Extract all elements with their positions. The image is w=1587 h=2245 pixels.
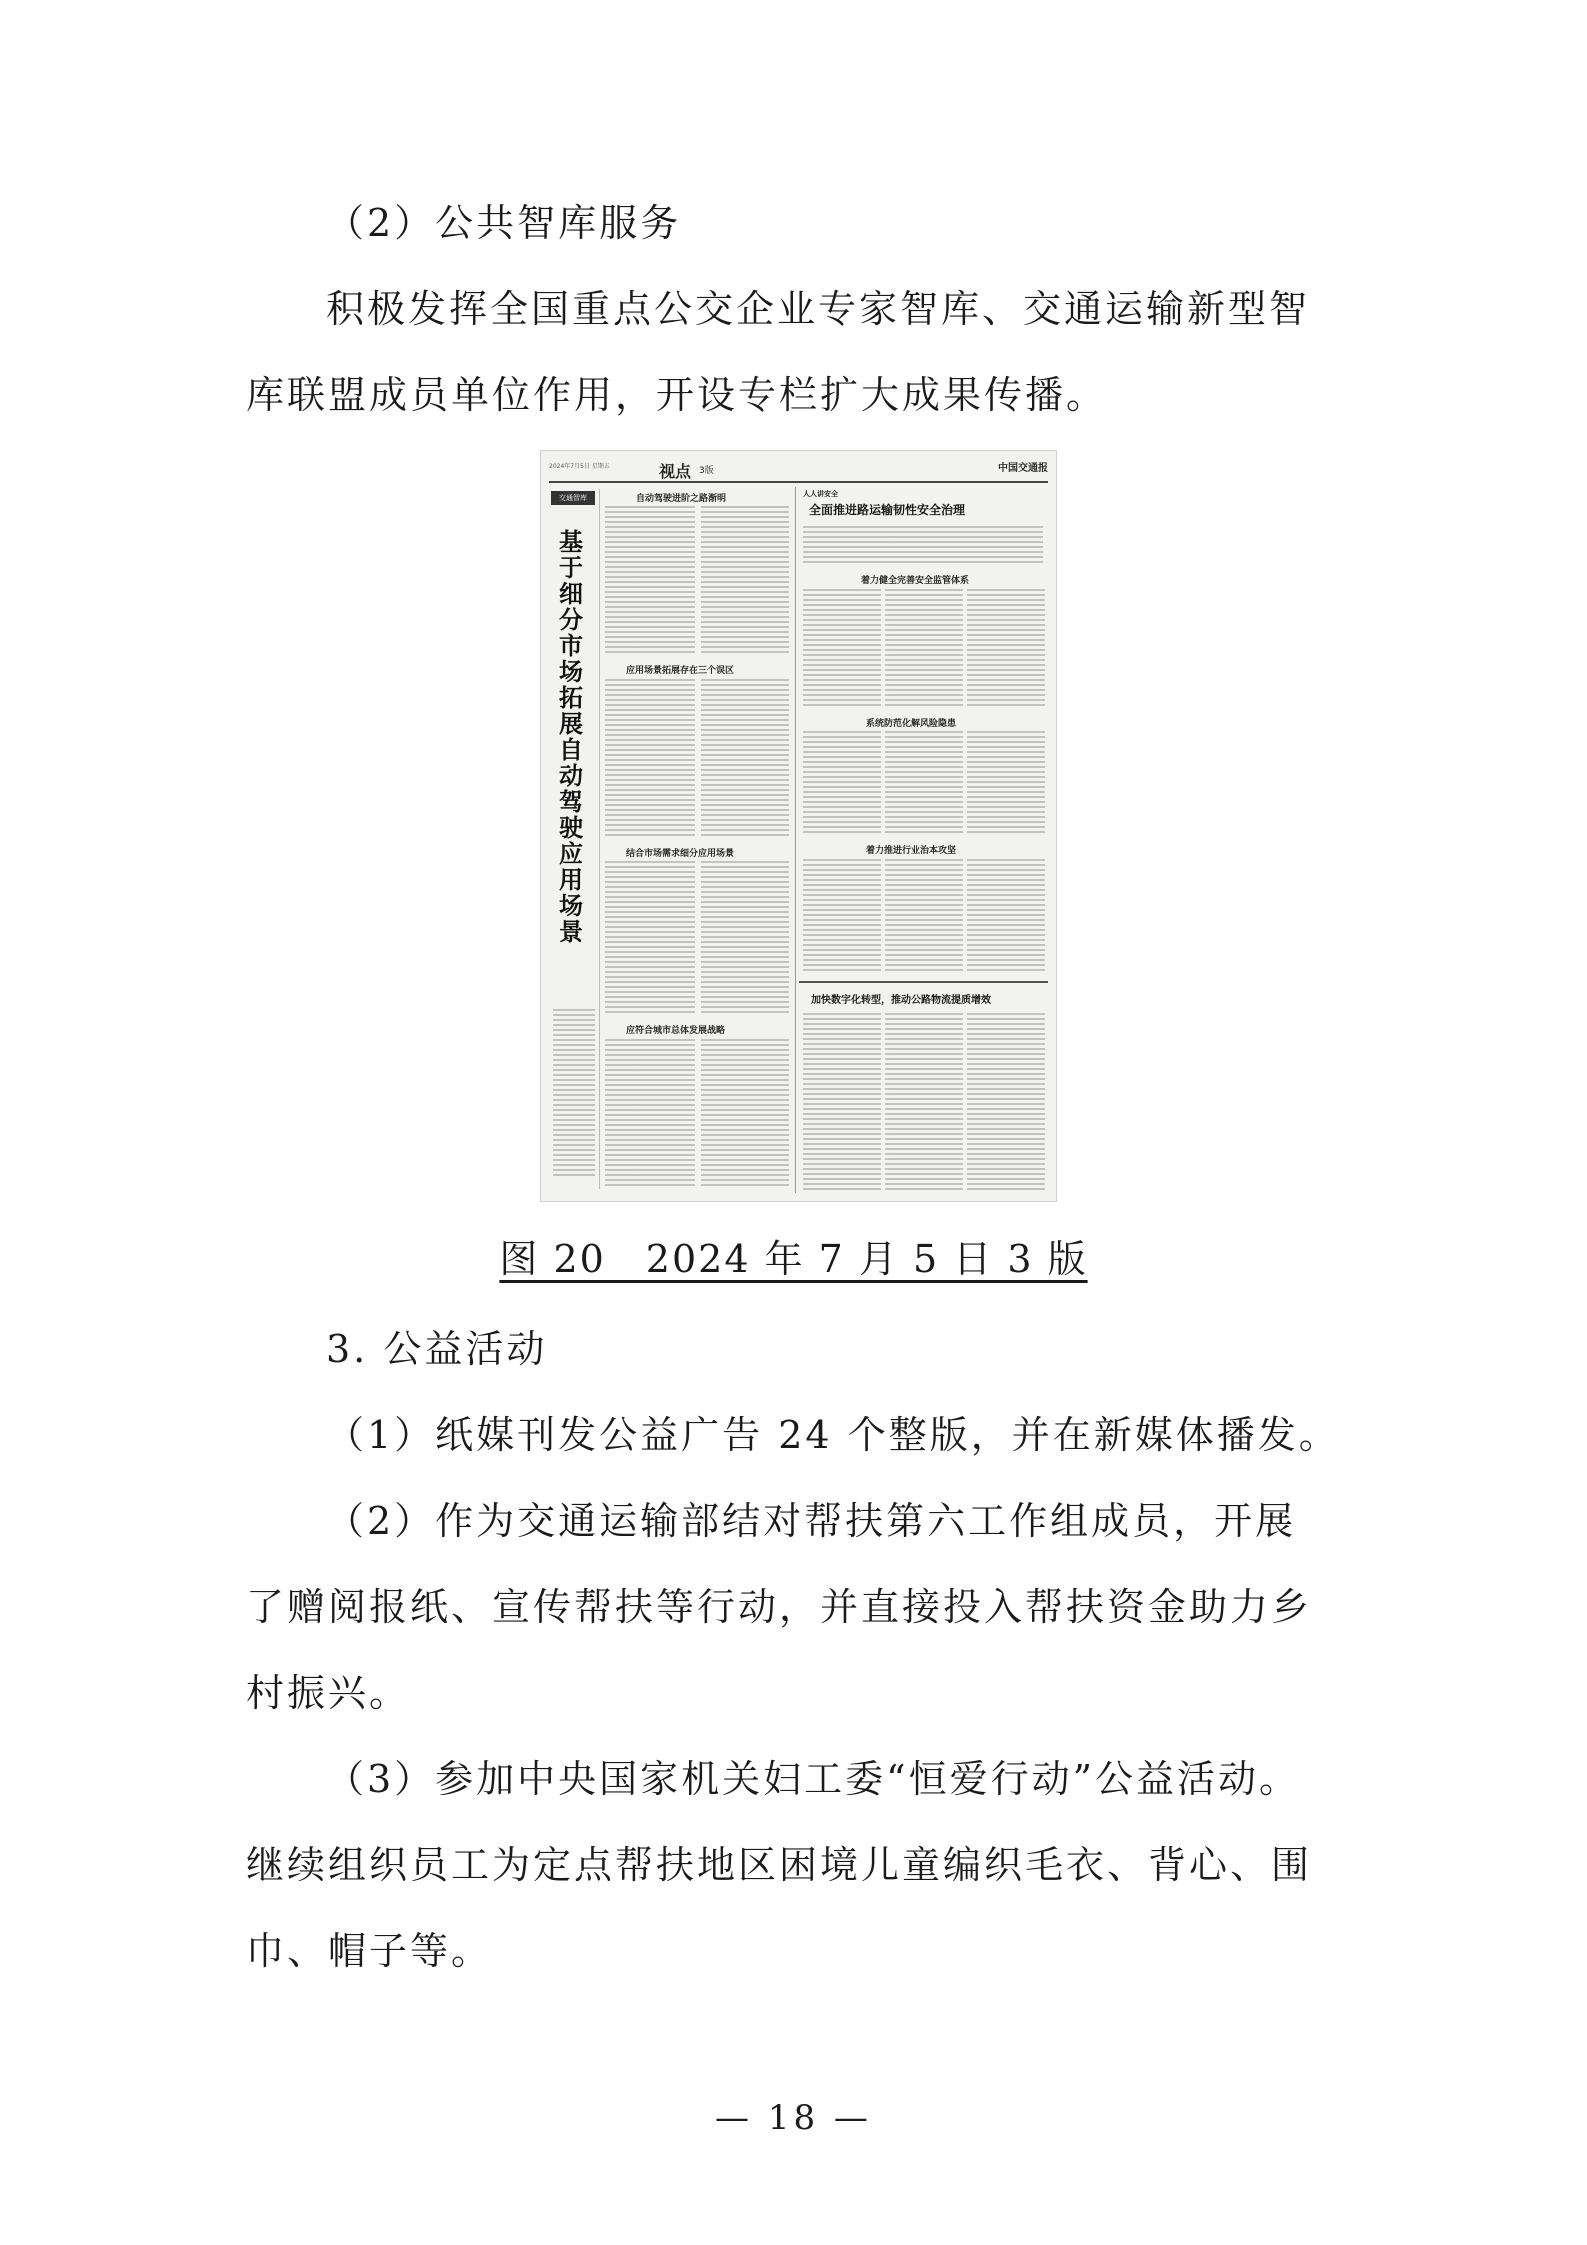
text-block (701, 861, 789, 1016)
article-headline: 加快数字化转型，推动公路物流提质增效 (811, 995, 991, 1006)
text-block (967, 589, 1045, 709)
article-headline: 全面推进路运输韧性安全治理 (809, 503, 966, 517)
paragraph-line: 积极发挥全国重点公交企业专家智库、交通运输新型智 (326, 287, 1311, 331)
paragraph-line: 继续组织员工为定点帮扶地区困境儿童编织毛衣、背心、围 (246, 1843, 1313, 1887)
newspaper-logo: 中国交通报 (998, 463, 1048, 474)
text-block (885, 859, 963, 974)
text-block (967, 1013, 1045, 1191)
text-block (803, 731, 881, 836)
paragraph-line: 库联盟成员单位作用，开设专栏扩大成果传播。 (246, 373, 1108, 417)
text-block (803, 526, 1043, 566)
text-block (605, 1039, 695, 1189)
article-subheading: 着力推进行业治本攻坚 (866, 846, 957, 856)
newspaper-section: 视点 (659, 462, 692, 481)
newspaper-page-image (540, 450, 1057, 1202)
text-block (605, 506, 695, 656)
article-divider (799, 981, 1048, 983)
paragraph-line: 巾、帽子等。 (246, 1929, 493, 1973)
text-block (553, 1009, 595, 1179)
article-heading: 自动驾驶进阶之路渐明 (636, 494, 727, 504)
section-tag: 人人讲安全 (803, 490, 838, 498)
text-block (701, 506, 789, 656)
text-block (701, 1039, 789, 1189)
paragraph-line: （2）作为交通运输部结对帮扶第六工作组成员，开展 (326, 1499, 1297, 1543)
text-block (803, 859, 881, 974)
text-block (885, 1013, 963, 1191)
text-block (967, 859, 1045, 974)
paragraph-line: （1）纸媒刊发公益广告 24 个整版，并在新媒体播发。 (326, 1413, 1340, 1457)
newspaper-date: 2024年7月5日 星期五 (549, 463, 610, 470)
heading-public-think-tank: （2）公共智库服务 (326, 201, 682, 245)
text-block (701, 679, 789, 839)
figure-caption: 图 20 2024 年 7 月 5 日 3 版 (499, 1237, 1088, 1281)
paragraph-line: 了赠阅报纸、宣传帮扶等行动，并直接投入帮扶资金助力乡 (246, 1585, 1313, 1629)
article-heading: 应符合城市总体发展战略 (626, 1026, 726, 1036)
vertical-title: 基于细分市场拓展自动驾驶应用场景 (559, 528, 583, 946)
heading-public-welfare: 3. 公益活动 (326, 1327, 548, 1371)
text-block (605, 861, 695, 1016)
text-block (885, 731, 963, 836)
text-block (885, 589, 963, 709)
paragraph-line: （3）参加中央国家机关妇工委“恒爱行动”公益活动。 (326, 1757, 1301, 1801)
article-subheading: 着力健全完善安全监管体系 (861, 576, 970, 586)
column-tag: 交通智库 (551, 491, 595, 505)
newspaper-masthead (549, 459, 1048, 483)
newspaper-section-number: 3版 (699, 466, 714, 476)
page-number: — 18 — (715, 2098, 872, 2138)
text-block (605, 679, 695, 839)
text-block (803, 1013, 881, 1191)
article-subheading: 系统防范化解风险隐患 (866, 719, 957, 729)
article-heading: 结合市场需求细分应用场景 (626, 849, 735, 859)
text-block (967, 731, 1045, 836)
text-block (803, 589, 881, 709)
paragraph-line: 村振兴。 (246, 1671, 411, 1715)
newspaper-left-column (549, 489, 600, 1189)
column-divider (795, 487, 796, 1193)
article-heading: 应用场景拓展存在三个误区 (626, 666, 735, 676)
